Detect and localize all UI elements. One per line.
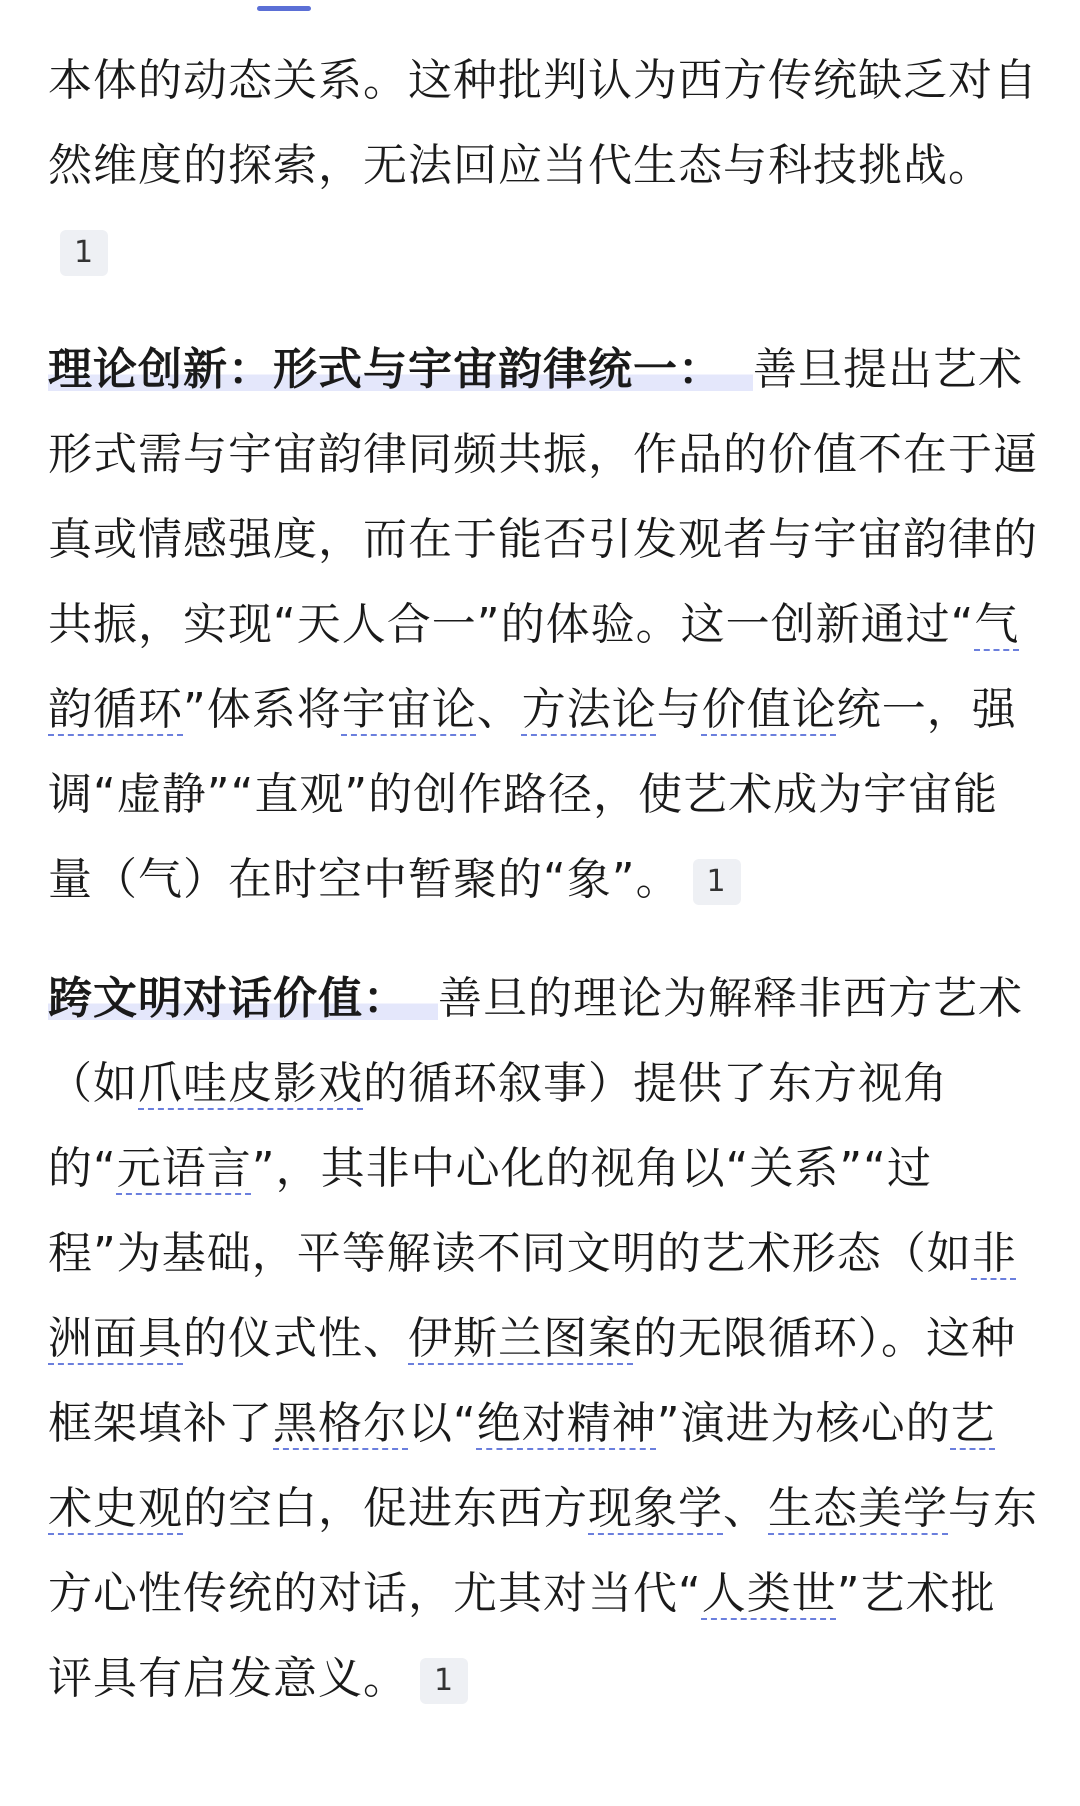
term-link[interactable]: 现象学 — [588, 1483, 723, 1534]
citation-badge[interactable]: 1 — [60, 230, 108, 276]
scroll-indicator — [257, 6, 311, 11]
section-heading: 理论创新：形式与宇宙韵律统一： — [48, 344, 753, 395]
paragraph-text: 、 — [476, 684, 522, 735]
paragraph-text: ”演进为核心的 — [656, 1398, 951, 1449]
paragraph-text: 善旦的理论为解释非西方艺术（如 — [48, 973, 1023, 1109]
term-link[interactable]: 爪哇皮影戏 — [138, 1058, 363, 1109]
paragraph-critique — [48, 38, 1038, 293]
term-link[interactable]: 伊斯兰图案 — [408, 1313, 633, 1364]
article-body — [48, 38, 1038, 1755]
term-link[interactable]: 气韵循环 — [48, 599, 1020, 735]
term-link[interactable]: 元语言 — [116, 1143, 252, 1194]
paragraph-text: 与东方心性传统的对话，尤其对当代“ — [48, 1483, 1038, 1619]
term-link[interactable]: 人类世 — [701, 1568, 837, 1619]
term-link[interactable]: 生态美学 — [768, 1483, 948, 1534]
paragraph-theory-innovation — [48, 327, 1038, 922]
paragraph-text: ”，其非中心化的视角以“关系”“过程”为基础，平等解读不同文明的艺术形态（如 — [48, 1143, 972, 1279]
paragraph-text: 的空白，促进东西方 — [183, 1483, 588, 1534]
citation-badge[interactable]: 1 — [693, 859, 741, 905]
paragraph-text: 统一，强调“虚静”“直观”的创作路径，使艺术成为宇宙能量（气）在时空中暂聚的“象”。 — [48, 684, 1017, 905]
term-link[interactable]: 宇宙论 — [341, 684, 477, 735]
paragraph-text: 以“ — [408, 1398, 477, 1449]
paragraph-cross-civilization — [48, 956, 1038, 1721]
paragraph-text: 与 — [656, 684, 702, 735]
term-link[interactable]: 价值论 — [701, 684, 837, 735]
term-link[interactable]: 绝对精神 — [476, 1398, 657, 1449]
paragraph-text: 本体的动态关系。这种批判认为西方传统缺乏对自然维度的探索，无法回应当代生态与科技挑战。 — [48, 55, 1038, 191]
paragraph-text: 的循环叙事）提供了东方视角的“ — [48, 1058, 948, 1194]
paragraph-text: 的无限循环）。这种框架填补了 — [48, 1313, 1016, 1449]
paragraph-text: ”体系将 — [183, 684, 342, 735]
term-link[interactable]: 艺术史观 — [48, 1398, 996, 1534]
term-link[interactable]: 黑格尔 — [273, 1398, 408, 1449]
citation-badge[interactable]: 1 — [420, 1658, 468, 1704]
section-heading: 跨文明对话价值： — [48, 973, 438, 1024]
term-link[interactable]: 非洲面具 — [48, 1228, 1017, 1364]
term-link[interactable]: 方法论 — [521, 684, 657, 735]
paragraph-text: 的仪式性、 — [183, 1313, 408, 1364]
paragraph-text: ”艺术批评具有启发意义。 — [48, 1568, 996, 1704]
paragraph-text: 善旦提出艺术形式需与宇宙韵律同频共振，作品的价值不在于逼真或情感强度，而在于能否引发观者与宇宙韵律的共振，实现“天人合一”的体验。这一创新通过“ — [48, 344, 1038, 650]
paragraph-text: 、 — [723, 1483, 768, 1534]
